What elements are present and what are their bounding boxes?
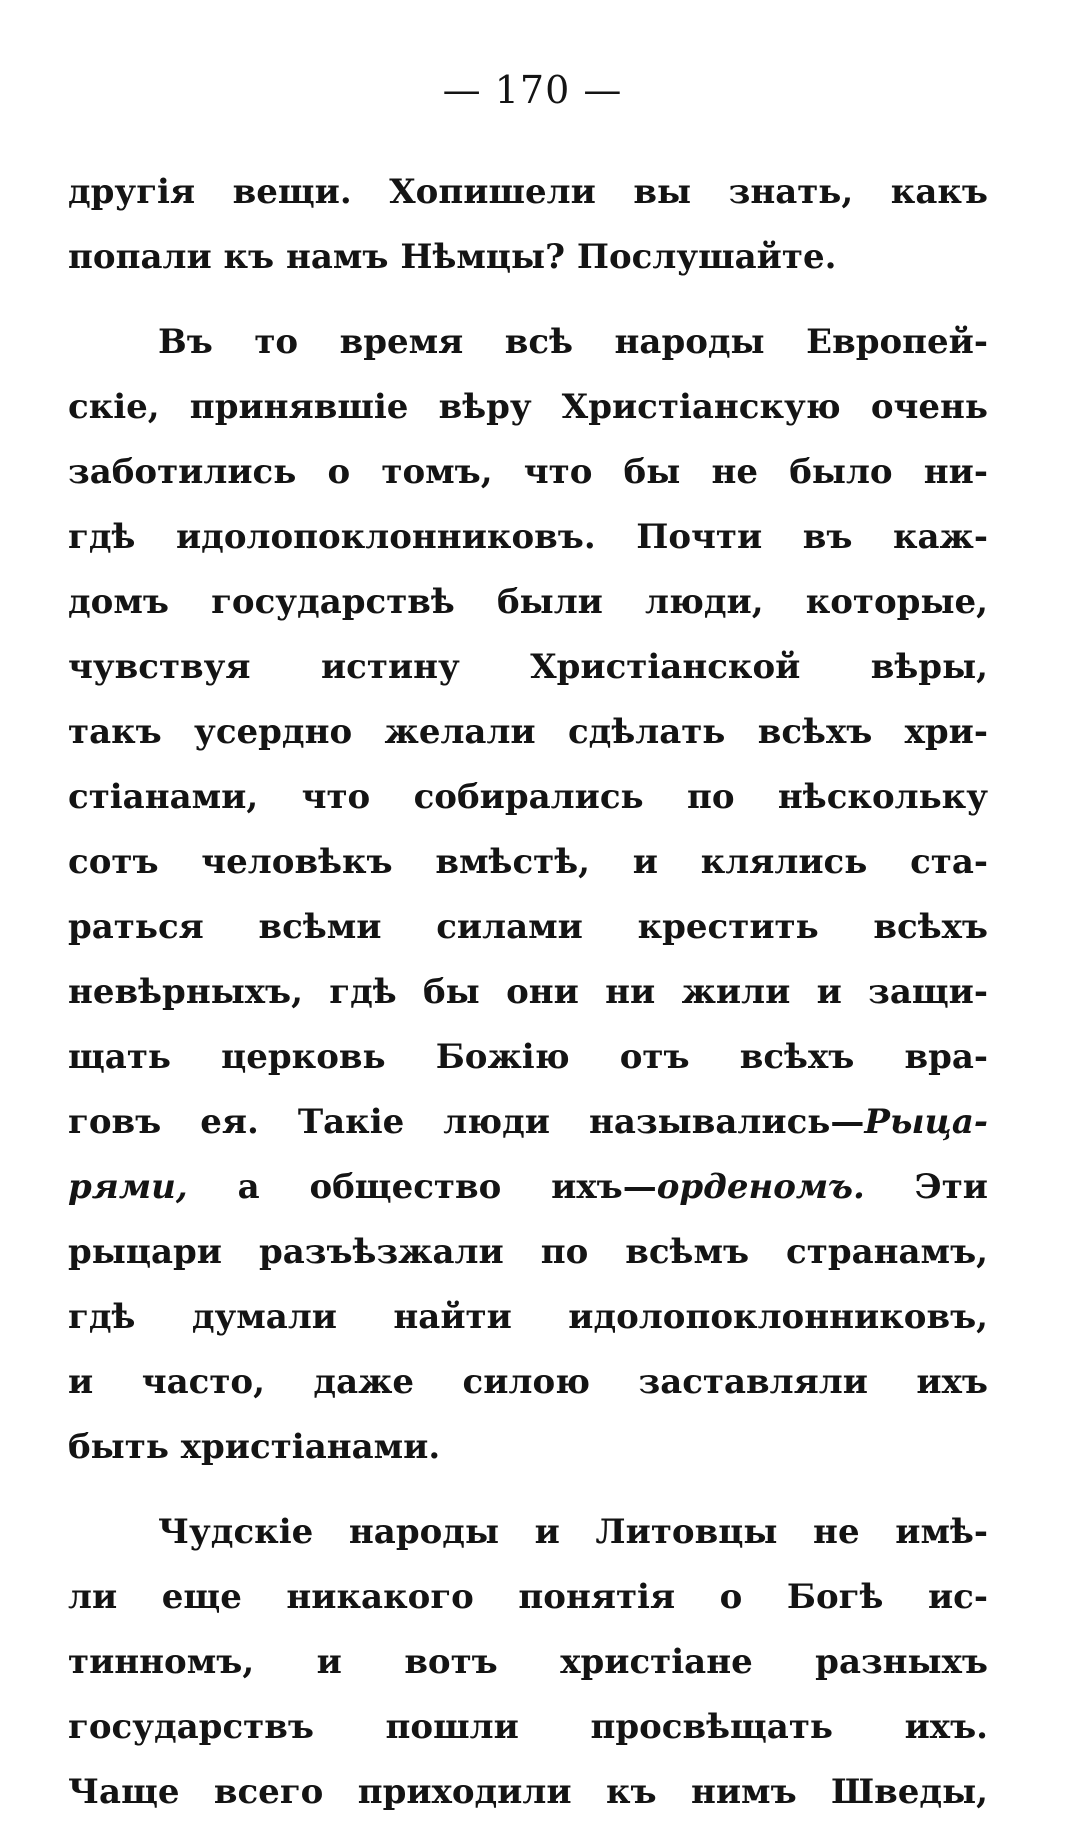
text-line: гдѣ думали найти идолопоклонниковъ, <box>68 1297 988 1337</box>
text-line: такъ усердно желали сдѣлать всѣхъ хри- <box>68 712 988 752</box>
text-line: заботились о томъ, что бы не было ни- <box>68 452 988 492</box>
page-number: — 170 — <box>442 68 623 112</box>
text-line: ли еще никакого понятія о Богѣ ис- <box>68 1577 988 1617</box>
text-line: другія вещи. Хопишели вы знать, какъ <box>68 172 988 212</box>
paragraph-gap <box>68 1480 988 1500</box>
text-span: а общество ихъ— <box>187 1167 657 1207</box>
text-line: Чаще всего приходили къ нимъ Шведы, <box>68 1772 988 1812</box>
italic-term-order: орденомъ. <box>656 1167 865 1207</box>
text-line: попали къ намъ Нѣмцы? Послушайте. <box>68 237 837 277</box>
text-line: скіе, принявшіе вѣру Христіанскую очень <box>68 387 988 427</box>
body-text <box>68 160 988 1825</box>
italic-term-knights-end: рями, <box>68 1167 188 1207</box>
italic-term-knights: Рыца- <box>864 1102 988 1142</box>
text-line: раться всѣми силами крестить всѣхъ <box>68 907 988 947</box>
text-line: Въ то время всѣ народы Европей- <box>158 322 988 362</box>
paragraph-gap <box>68 290 988 310</box>
text-line: домъ государствѣ были люди, которые, <box>68 582 988 622</box>
text-line: и часто, даже силою заставляли ихъ <box>68 1362 988 1402</box>
text-line <box>68 1090 988 1155</box>
text-line: тинномъ, и вотъ христіане разныхъ <box>68 1642 988 1682</box>
text-line <box>68 1155 988 1220</box>
text-line: невѣрныхъ, гдѣ бы они ни жили и защи- <box>68 972 988 1012</box>
text-line: сотъ человѣкъ вмѣстѣ, и клялись ста- <box>68 842 988 882</box>
text-span: говъ ея. Такіе люди назывались— <box>68 1102 865 1142</box>
text-line: Чудскіе народы и Литовцы не имѣ- <box>158 1512 988 1552</box>
text-line: рыцари разъѣзжали по всѣмъ странамъ, <box>68 1232 988 1272</box>
text-line: гдѣ идолопоклонниковъ. Почти въ каж- <box>68 517 988 557</box>
text-span: Эти <box>864 1167 988 1207</box>
text-line: стіанами, что собирались по нѣскольку <box>68 777 988 817</box>
text-line: быть христіанами. <box>68 1427 441 1467</box>
text-line: государствъ пошли просвѣщать ихъ. <box>68 1707 988 1747</box>
text-line: чувствуя истину Христіанской вѣры, <box>68 647 988 687</box>
text-line: щать церковь Божію отъ всѣхъ вра- <box>68 1037 988 1077</box>
